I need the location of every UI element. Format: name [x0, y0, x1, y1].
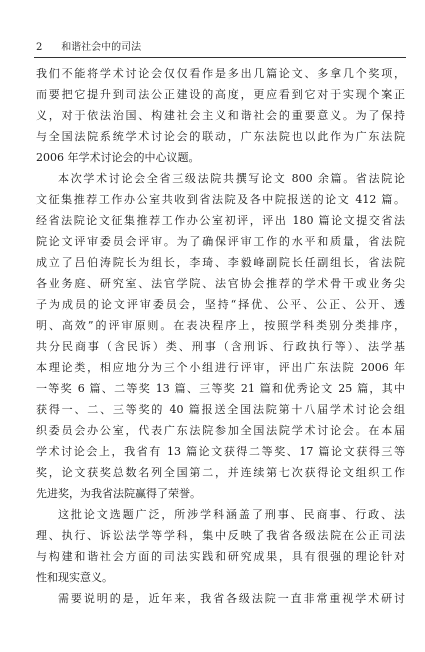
text-line: 共分民商事（含民诉）类、刑事（含刑诉、行政执行等）、法学基 — [36, 340, 405, 353]
body-text — [36, 63, 405, 609]
text-line: 与构建和谐社会方面的司法实践和研究成果，具有很强的理论针对 — [36, 550, 405, 563]
text-line: 成立了吕伯涛院长为组长，李琦、李毅峰副院长任副组长，省法院 — [36, 256, 405, 269]
text-line: 与全国法院系统学术讨论会的联动，广东法院也以此作为广东法院 — [36, 130, 405, 143]
text-line: 2006 年学术讨论会的中心议题。 — [36, 151, 200, 164]
text-line: 这批论文选题广泛，所涉学科涵盖了刑事、民商事、行政、法 — [58, 508, 405, 521]
text-line: 织委员会办公室，代表广东法院参加全国法院学术讨论会。在本届 — [36, 424, 405, 437]
text-line: 理、执行、诉讼法学等学科，集中反映了我省各级法院在公正司法 — [36, 529, 405, 542]
text-line: 获得一、二、三等奖的 40 篇报送全国法院第十八届学术讨论会组 — [36, 403, 405, 416]
text-line: 先进奖，为我省法院赢得了荣誉。 — [36, 487, 201, 500]
text-line: 义，对于依法治国、构建社会主义和谐社会的重要意义。为了保持 — [36, 109, 405, 122]
book-title: 和谐社会中的司法 — [61, 42, 142, 53]
running-header — [36, 40, 404, 56]
text-line: 奖，论文获奖总数名列全国第二，并连续第七次获得论文组织工作 — [36, 466, 405, 479]
text-line: 一等奖 6 篇、二等奖 13 篇、三等奖 21 篇和优秀论文 25 篇，其中 — [36, 382, 405, 395]
text-line: 需要说明的是，近年来，我省各级法院一直非常重视学术研讨 — [58, 592, 405, 605]
text-line: 本次学术讨论会全省三级法院共撰写论文 800 余篇。省法院论 — [58, 172, 405, 185]
text-line: 学术讨论会上，我省有 13 篇论文获得二等奖、17 篇论文获得三等 — [36, 445, 405, 458]
page-number: 2 — [36, 42, 43, 53]
text-line: 经省法院论文征集推荐工作办公室初评，评出 180 篇论文提交省法 — [36, 214, 405, 227]
text-line: 而要把它提升到司法公正建设的高度，更应看到它对于实现个案正 — [36, 88, 405, 101]
text-line: 子为成员的论文评审委员会，坚持“择优、公平、公正、公开、透 — [36, 298, 405, 311]
text-line: 我们不能将学术讨论会仅仅看作是多出几篇论文、多拿几个奖项， — [36, 67, 405, 80]
header-rule — [34, 57, 406, 58]
text-line: 明、高效”的评审原则。在表决程序上，按照学科类别分类排序， — [36, 319, 405, 332]
text-line: 本理论类，相应地分为三个小组进行评审，评出广东法院 2006 年 — [36, 361, 405, 374]
text-line: 性和现实意义。 — [36, 571, 113, 584]
text-line: 文征集推荐工作办公室共收到省法院及各中院报送的论文 412 篇。 — [36, 193, 405, 206]
text-line: 院论文评审委员会评审。为了确保评审工作的水平和质量，省法院 — [36, 235, 405, 248]
text-line: 各业务庭、研究室、法官学院、法官协会推荐的学术骨干或业务尖 — [36, 277, 405, 290]
